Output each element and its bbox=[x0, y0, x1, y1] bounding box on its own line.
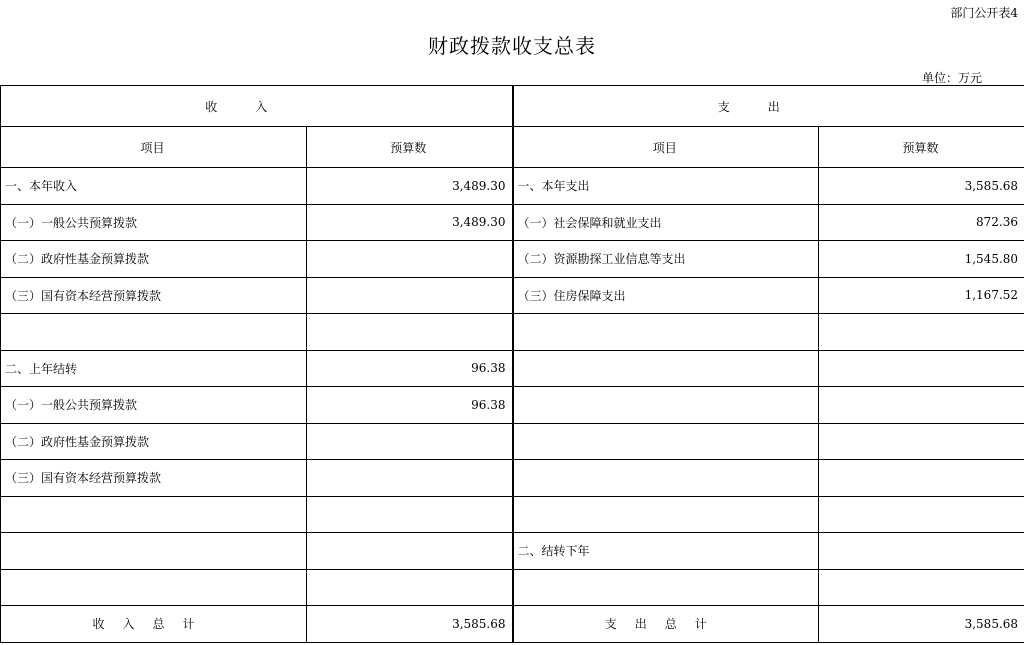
expense-value-cell: 1,545.80 bbox=[819, 241, 1024, 278]
income-value-cell bbox=[307, 533, 513, 570]
expense-value-cell: 872.36 bbox=[819, 204, 1024, 241]
budget-table-body bbox=[1, 86, 1024, 643]
expense-item-cell: 二、结转下年 bbox=[513, 533, 819, 570]
income-item-cell: （一）一般公共预算拨款 bbox=[1, 387, 307, 424]
income-item-cell: 一、本年收入 bbox=[1, 168, 307, 205]
table-row bbox=[1, 387, 1024, 424]
expense-budget-header: 预算数 bbox=[819, 127, 1024, 168]
income-value-cell: 96.38 bbox=[307, 387, 513, 424]
income-item-cell: （二）政府性基金预算拨款 bbox=[1, 423, 307, 460]
totals-row bbox=[1, 606, 1024, 643]
income-item-cell: （三）国有资本经营预算拨款 bbox=[1, 460, 307, 497]
income-value-cell bbox=[307, 423, 513, 460]
table-row bbox=[1, 533, 1024, 570]
income-budget-header: 预算数 bbox=[307, 127, 513, 168]
section-header-row bbox=[1, 86, 1024, 127]
income-value-cell bbox=[307, 314, 513, 351]
expense-section-header: 支出 bbox=[513, 86, 1024, 127]
column-header-row bbox=[1, 127, 1024, 168]
expense-value-cell bbox=[819, 314, 1024, 351]
expense-value-cell: 3,585.68 bbox=[819, 168, 1024, 205]
table-row bbox=[1, 423, 1024, 460]
expense-item-cell: （一）社会保障和就业支出 bbox=[513, 204, 819, 241]
expense-total-label: 支出总计 bbox=[513, 606, 819, 643]
income-value-cell bbox=[307, 241, 513, 278]
expense-value-cell bbox=[819, 423, 1024, 460]
expense-item-cell: （二）资源勘探工业信息等支出 bbox=[513, 241, 819, 278]
table-row bbox=[1, 350, 1024, 387]
income-value-cell bbox=[307, 569, 513, 606]
expense-value-cell bbox=[819, 387, 1024, 424]
expense-value-cell bbox=[819, 569, 1024, 606]
expense-item-cell: 一、本年支出 bbox=[513, 168, 819, 205]
income-total-value: 3,585.68 bbox=[307, 606, 513, 643]
expense-item-cell bbox=[513, 423, 819, 460]
expense-item-header: 项目 bbox=[513, 127, 819, 168]
expense-item-cell bbox=[513, 496, 819, 533]
income-item-cell bbox=[1, 569, 307, 606]
expense-item-cell bbox=[513, 460, 819, 497]
expense-item-cell bbox=[513, 314, 819, 351]
income-value-cell: 3,489.30 bbox=[307, 204, 513, 241]
table-row bbox=[1, 569, 1024, 606]
income-item-cell: 二、上年结转 bbox=[1, 350, 307, 387]
income-value-cell bbox=[307, 460, 513, 497]
income-item-cell: （三）国有资本经营预算拨款 bbox=[1, 277, 307, 314]
expense-item-cell: （三）住房保障支出 bbox=[513, 277, 819, 314]
table-row bbox=[1, 314, 1024, 351]
table-row bbox=[1, 168, 1024, 205]
table-row bbox=[1, 204, 1024, 241]
table-row bbox=[1, 460, 1024, 497]
expense-value-cell: 1,167.52 bbox=[819, 277, 1024, 314]
table-row bbox=[1, 277, 1024, 314]
expense-item-cell bbox=[513, 387, 819, 424]
expense-value-cell bbox=[819, 496, 1024, 533]
expense-item-cell bbox=[513, 350, 819, 387]
expense-value-cell bbox=[819, 350, 1024, 387]
income-item-cell: （一）一般公共预算拨款 bbox=[1, 204, 307, 241]
income-value-cell: 3,489.30 bbox=[307, 168, 513, 205]
unit-label: 单位：万元 bbox=[921, 71, 982, 85]
table-row bbox=[1, 496, 1024, 533]
income-value-cell: 96.38 bbox=[307, 350, 513, 387]
income-item-cell bbox=[1, 314, 307, 351]
income-value-cell bbox=[307, 496, 513, 533]
page-title: 财政拨款收支总表 bbox=[428, 34, 596, 58]
form-number: 部门公开表4 bbox=[950, 6, 1018, 20]
income-value-cell bbox=[307, 277, 513, 314]
income-item-cell bbox=[1, 533, 307, 570]
expense-total-value: 3,585.68 bbox=[819, 606, 1024, 643]
income-item-cell bbox=[1, 496, 307, 533]
budget-table bbox=[0, 85, 1024, 643]
expense-item-cell bbox=[513, 569, 819, 606]
table-row bbox=[1, 241, 1024, 278]
income-section-header: 收入 bbox=[1, 86, 513, 127]
income-total-label: 收入总计 bbox=[1, 606, 307, 643]
income-item-header: 项目 bbox=[1, 127, 307, 168]
expense-value-cell bbox=[819, 460, 1024, 497]
income-item-cell: （二）政府性基金预算拨款 bbox=[1, 241, 307, 278]
expense-value-cell bbox=[819, 533, 1024, 570]
